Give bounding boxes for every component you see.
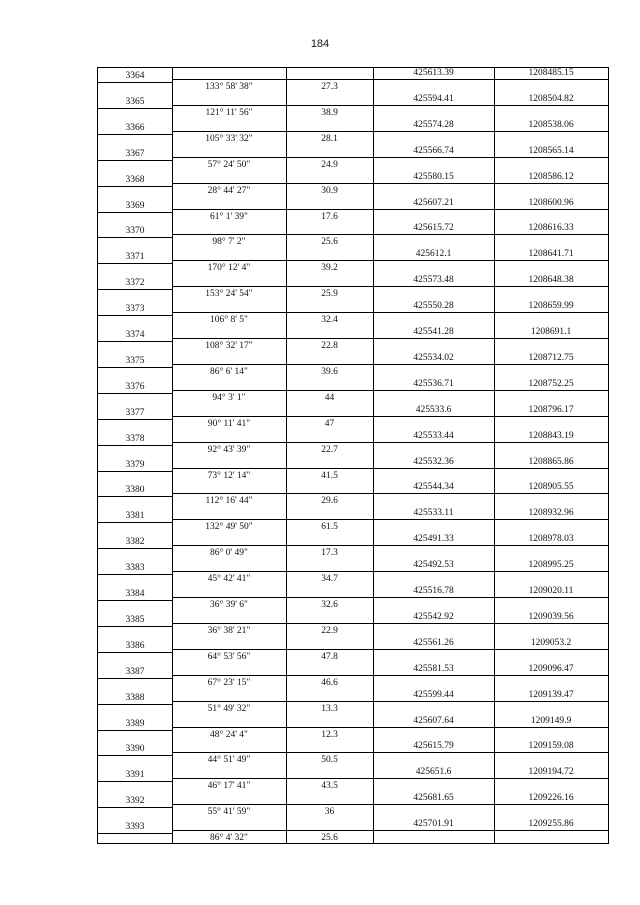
table-row xyxy=(98,120,608,146)
coordinate-x: 425681.65 xyxy=(413,793,454,804)
coordinate-x: 425599.44 xyxy=(413,689,454,700)
direction-angle: 86° 4' 32" xyxy=(210,833,248,844)
coordinate-x: 425533.44 xyxy=(413,430,454,441)
point-divider-line xyxy=(98,471,172,472)
segment-divider-line xyxy=(172,752,373,753)
point-number: 3382 xyxy=(125,537,145,548)
point-number: 3376 xyxy=(125,381,145,392)
segment-length: 41.5 xyxy=(321,470,338,481)
point-divider-line xyxy=(98,393,172,394)
coordinate-divider-line xyxy=(373,830,609,831)
point-divider-line xyxy=(98,108,172,109)
table-row xyxy=(98,68,608,94)
point-divider-line xyxy=(98,833,172,834)
coordinate-x: 425607.64 xyxy=(413,715,454,726)
segment-divider-line xyxy=(172,234,373,235)
point-divider-line xyxy=(98,341,172,342)
coordinate-x: 425594.41 xyxy=(413,93,454,104)
table-row xyxy=(98,767,608,793)
segment-length: 27.3 xyxy=(321,82,338,92)
segment-length: 38.9 xyxy=(321,107,338,118)
segment-divider-line xyxy=(172,830,373,831)
segment-divider-line xyxy=(172,286,373,287)
table-row xyxy=(98,431,608,457)
segment-divider-line xyxy=(172,545,373,546)
direction-angle: 153° 24' 54" xyxy=(205,289,253,300)
point-divider-line xyxy=(98,704,172,705)
point-divider-line xyxy=(98,289,172,290)
segment-length: 22.7 xyxy=(321,444,338,455)
segment-divider-line xyxy=(172,416,373,417)
coordinate-divider-line xyxy=(373,364,609,365)
coordinate-x: 425534.02 xyxy=(413,352,454,363)
point-divider-line xyxy=(98,678,172,679)
direction-angle: 67° 23' 15" xyxy=(207,677,251,688)
direction-angle: 92° 43' 39" xyxy=(207,444,251,455)
coordinate-y: 1208865.86 xyxy=(528,456,574,467)
segment-length: 32.6 xyxy=(321,600,338,610)
table-row xyxy=(98,534,608,560)
direction-angle: 36° 38' 21" xyxy=(207,625,251,636)
point-divider-line xyxy=(98,134,172,135)
direction-angle: 28° 44' 27" xyxy=(207,185,251,196)
direction-angle: 57° 24' 50" xyxy=(207,159,251,170)
segment-divider-line xyxy=(172,519,373,520)
point-divider-line xyxy=(98,263,172,264)
coordinate-y: 1209020.11 xyxy=(528,586,574,596)
coordinate-y: 1208978.03 xyxy=(528,534,574,545)
table-row xyxy=(98,172,608,198)
segment-divider-line xyxy=(172,571,373,572)
coordinate-x: 425533.11 xyxy=(413,508,454,519)
coordinate-x: 425536.71 xyxy=(413,378,454,389)
segment-divider-line xyxy=(172,623,373,624)
coordinate-divider-line xyxy=(373,804,609,805)
segment-length: 22.9 xyxy=(321,625,338,636)
table-row xyxy=(98,94,608,120)
coordinate-divider-line xyxy=(373,312,609,313)
direction-angle: 170° 12' 4" xyxy=(207,263,251,274)
point-number: 3385 xyxy=(125,614,145,625)
coordinate-divider-line xyxy=(373,778,609,779)
segment-length: 39.6 xyxy=(321,366,338,377)
point-number: 3389 xyxy=(125,718,145,729)
table-row xyxy=(98,457,608,483)
table-row xyxy=(98,198,608,224)
direction-angle: 61° 1' 39" xyxy=(210,211,248,222)
table-row xyxy=(98,793,608,819)
point-divider-line xyxy=(98,367,172,368)
coordinate-y: 1208485.15 xyxy=(528,68,574,78)
coordinate-divider-line xyxy=(373,157,609,158)
coordinate-y: 1209039.56 xyxy=(528,611,574,622)
point-divider-line xyxy=(98,315,172,316)
point-divider-line xyxy=(98,548,172,549)
segment-length: 13.3 xyxy=(321,703,338,714)
direction-angle: 51° 49' 32" xyxy=(207,703,251,714)
segment-divider-line xyxy=(172,312,373,313)
coordinate-y: 1208600.96 xyxy=(528,197,574,208)
direction-angle: 86° 0' 49" xyxy=(210,548,248,559)
direction-angle: 106° 8' 5" xyxy=(210,315,248,326)
segment-divider-line xyxy=(172,390,373,391)
segment-length: 24.9 xyxy=(321,159,338,170)
coordinate-x: 425615.79 xyxy=(413,741,454,752)
coordinate-divider-line xyxy=(373,571,609,572)
segment-length: 39.2 xyxy=(321,263,338,274)
coordinate-divider-line xyxy=(373,752,609,753)
coordinate-divider-line xyxy=(373,79,609,80)
segment-length: 17.3 xyxy=(321,548,338,559)
table-row xyxy=(98,275,608,301)
coordinate-x: 425607.21 xyxy=(413,197,454,208)
segment-length: 30.9 xyxy=(321,185,338,196)
segment-divider-line xyxy=(172,338,373,339)
coordinate-x: 425615.72 xyxy=(413,223,454,234)
coordinate-divider-line xyxy=(373,390,609,391)
segment-length: 47.8 xyxy=(321,651,338,662)
table-row xyxy=(98,612,608,638)
table-row xyxy=(98,301,608,327)
table-row xyxy=(98,508,608,534)
point-divider-line xyxy=(98,496,172,497)
direction-angle: 46° 17' 41" xyxy=(207,781,251,792)
table-row xyxy=(98,741,608,767)
table-row xyxy=(98,327,608,353)
coordinate-y: 1208843.19 xyxy=(528,430,574,441)
table-row xyxy=(98,482,608,508)
segment-length: 32.4 xyxy=(321,315,338,326)
point-number: 3377 xyxy=(125,407,145,418)
segment-divider-line xyxy=(172,804,373,805)
table-row xyxy=(98,690,608,716)
coordinate-x: 425516.78 xyxy=(413,586,454,596)
segment-length: 12.3 xyxy=(321,729,338,740)
point-number: 3393 xyxy=(125,822,145,833)
direction-angle: 55° 41' 59" xyxy=(207,807,251,818)
point-divider-line xyxy=(98,781,172,782)
coordinate-divider-line xyxy=(373,416,609,417)
coordinate-divider-line xyxy=(373,597,609,598)
segment-length: 44 xyxy=(324,392,335,403)
coordinate-y: 1208648.38 xyxy=(528,275,574,286)
segment-divider-line xyxy=(172,727,373,728)
coordinate-x: 425544.34 xyxy=(413,482,454,493)
point-divider-line xyxy=(98,445,172,446)
coordinate-x: 425612.1 xyxy=(415,249,452,260)
point-divider-line xyxy=(98,807,172,808)
point-divider-line xyxy=(98,600,172,601)
segment-length: 25.9 xyxy=(321,289,338,300)
coordinate-x: 425581.53 xyxy=(413,663,454,674)
point-divider-line xyxy=(98,574,172,575)
point-number: 3391 xyxy=(125,770,145,781)
coordinate-divider-line xyxy=(373,234,609,235)
segment-length: 36 xyxy=(324,807,335,818)
coordinate-y: 1208712.75 xyxy=(528,352,574,363)
coordinate-y: 1209255.86 xyxy=(528,819,574,830)
coordinate-x: 425701.91 xyxy=(413,819,454,830)
coordinate-y: 1209194.72 xyxy=(528,767,574,778)
coordinate-divider-line xyxy=(373,727,609,728)
coordinate-divider-line xyxy=(373,493,609,494)
coordinate-divider-line xyxy=(373,468,609,469)
segment-divider-line xyxy=(172,131,373,132)
coordinate-x: 425561.26 xyxy=(413,637,454,648)
coordinate-y: 1208538.06 xyxy=(528,119,574,130)
coordinate-y: 1209053.2 xyxy=(530,637,572,648)
point-divider-line xyxy=(98,160,172,161)
coordinate-y: 1208752.25 xyxy=(528,378,574,389)
direction-angle: 133° 58' 38" xyxy=(205,82,253,92)
segment-divider-line xyxy=(172,597,373,598)
coordinate-y: 1208659.99 xyxy=(528,301,574,312)
segment-length: 47 xyxy=(324,418,335,429)
coordinate-y: 1209159.08 xyxy=(528,741,574,752)
direction-angle: 86° 6' 14" xyxy=(210,366,248,377)
point-number: 3388 xyxy=(125,692,145,703)
point-number: 3380 xyxy=(125,485,145,496)
coordinate-x: 425651.6 xyxy=(415,767,452,778)
segment-length: 17.6 xyxy=(321,211,338,222)
direction-angle: 132° 49' 50" xyxy=(205,522,253,533)
segment-length: 25.6 xyxy=(321,237,338,248)
coordinate-x: 425566.74 xyxy=(413,145,454,156)
coordinate-y: 1208691.1 xyxy=(530,327,572,337)
segment-divider-line xyxy=(172,157,373,158)
point-number: 3367 xyxy=(125,148,145,159)
segment-length: 28.1 xyxy=(321,133,338,144)
point-number: 3371 xyxy=(125,252,145,263)
point-divider-line xyxy=(98,755,172,756)
coordinate-divider-line xyxy=(373,338,609,339)
coordinate-x: 425574.28 xyxy=(413,119,454,130)
direction-angle: 105° 33' 32" xyxy=(205,133,253,144)
coordinate-divider-line xyxy=(373,260,609,261)
direction-angle: 94° 3' 1" xyxy=(212,392,246,403)
direction-angle: 64° 53' 56" xyxy=(207,651,251,662)
point-number: 3372 xyxy=(125,278,145,289)
segment-divider-line xyxy=(172,183,373,184)
coordinate-divider-line xyxy=(373,623,609,624)
direction-angle: 98° 7' 2" xyxy=(212,237,246,248)
coordinate-x: 425541.28 xyxy=(413,327,454,337)
point-divider-line xyxy=(98,652,172,653)
coordinate-y: 1208586.12 xyxy=(528,171,574,182)
segment-divider-line xyxy=(172,260,373,261)
coordinate-y: 1208995.25 xyxy=(528,560,574,571)
segment-length: 29.6 xyxy=(321,496,338,507)
segment-length: 46.6 xyxy=(321,677,338,688)
direction-angle: 90° 11' 41" xyxy=(207,418,251,429)
segment-divider-line xyxy=(172,778,373,779)
coordinate-x: 425550.28 xyxy=(413,301,454,312)
point-number: 3379 xyxy=(125,459,145,470)
coordinate-divider-line xyxy=(373,649,609,650)
segment-length: 43.5 xyxy=(321,781,338,792)
coordinate-divider-line xyxy=(373,442,609,443)
coordinate-divider-line xyxy=(373,183,609,184)
coordinate-y: 1208796.17 xyxy=(528,404,574,415)
table-row xyxy=(98,146,608,172)
point-number: 3384 xyxy=(125,589,145,599)
point-number: 3383 xyxy=(125,563,145,574)
point-number: 3390 xyxy=(125,744,145,755)
survey-coordinates-table xyxy=(97,67,609,844)
point-number: 3381 xyxy=(125,511,145,522)
table-row xyxy=(98,249,608,275)
point-divider-line xyxy=(98,186,172,187)
coordinate-y: 1209096.47 xyxy=(528,663,574,674)
point-divider-line xyxy=(98,82,172,83)
point-number: 3368 xyxy=(125,174,145,185)
coordinate-y: 1209139.47 xyxy=(528,689,574,700)
segment-divider-line xyxy=(172,105,373,106)
point-divider-line xyxy=(98,730,172,731)
coordinate-x: 425532.36 xyxy=(413,456,454,467)
segment-length: 50.5 xyxy=(321,755,338,766)
table-row xyxy=(98,560,608,586)
coordinate-divider-line xyxy=(373,105,609,106)
segment-divider-line xyxy=(172,209,373,210)
coordinate-divider-line xyxy=(373,286,609,287)
coordinate-y: 1208641.71 xyxy=(528,249,574,260)
coordinate-y: 1208616.33 xyxy=(528,223,574,234)
table-row xyxy=(98,586,608,612)
direction-angle: 36° 39' 6" xyxy=(210,600,248,610)
point-number: 3369 xyxy=(125,200,145,211)
point-number: 3386 xyxy=(125,640,145,651)
coordinate-divider-line xyxy=(373,675,609,676)
direction-angle: 73° 12' 14" xyxy=(207,470,251,481)
table-row xyxy=(98,223,608,249)
point-number: 3366 xyxy=(125,122,145,133)
segment-length: 25.6 xyxy=(321,833,338,844)
coordinate-y: 1208932.96 xyxy=(528,508,574,519)
coordinate-y: 1208504.82 xyxy=(528,93,574,104)
coordinate-x: 425573.48 xyxy=(413,275,454,286)
table-row xyxy=(98,405,608,431)
direction-angle: 121° 11' 56" xyxy=(205,107,253,118)
segment-divider-line xyxy=(172,675,373,676)
segment-length: 61.5 xyxy=(321,522,338,533)
point-number: 3364 xyxy=(125,71,145,81)
direction-angle: 45° 42' 41" xyxy=(207,574,251,585)
segment-divider-line xyxy=(172,79,373,80)
point-number: 3373 xyxy=(125,304,145,315)
direction-angle: 112° 16' 44" xyxy=(205,496,253,507)
point-number: 3378 xyxy=(125,433,145,444)
point-divider-line xyxy=(98,522,172,523)
point-number: 3375 xyxy=(125,355,145,366)
coordinate-x: 425491.33 xyxy=(413,534,454,545)
point-divider-line xyxy=(98,626,172,627)
segment-length: 22.8 xyxy=(321,341,338,351)
coordinate-divider-line xyxy=(373,131,609,132)
coordinate-x: 425533.6 xyxy=(415,404,452,415)
point-divider-line xyxy=(98,237,172,238)
coordinate-divider-line xyxy=(373,701,609,702)
point-number: 3392 xyxy=(125,796,145,807)
direction-angle: 108° 32' 17" xyxy=(205,341,253,351)
point-number: 3365 xyxy=(125,96,145,107)
coordinate-x: 425613.39 xyxy=(413,68,454,78)
point-divider-line xyxy=(98,419,172,420)
coordinate-y: 1209226.16 xyxy=(528,793,574,804)
point-number: 3370 xyxy=(125,226,145,237)
coordinate-divider-line xyxy=(373,545,609,546)
page-number: 184 xyxy=(310,38,330,50)
segment-divider-line xyxy=(172,468,373,469)
table-row xyxy=(98,716,608,742)
coordinate-x: 425492.53 xyxy=(413,560,454,571)
coordinate-divider-line xyxy=(373,519,609,520)
segment-divider-line xyxy=(172,364,373,365)
segment-divider-line xyxy=(172,493,373,494)
table-row xyxy=(98,353,608,379)
coordinate-y: 1208565.14 xyxy=(528,145,574,156)
table-row xyxy=(98,379,608,405)
segment-divider-line xyxy=(172,649,373,650)
coordinate-y: 1209149.9 xyxy=(530,715,572,726)
coordinate-divider-line xyxy=(373,209,609,210)
direction-angle: 48° 24' 4" xyxy=(210,729,248,740)
segment-length: 34.7 xyxy=(321,574,338,585)
segment-divider-line xyxy=(172,701,373,702)
coordinate-y: 1208905.55 xyxy=(528,482,574,493)
direction-angle: 44° 51' 49" xyxy=(207,755,251,766)
table-row xyxy=(98,819,608,845)
coordinate-x: 425542.92 xyxy=(413,611,454,622)
table-row xyxy=(98,664,608,690)
point-number: 3387 xyxy=(125,666,145,677)
coordinate-x: 425580.15 xyxy=(413,171,454,182)
segment-divider-line xyxy=(172,442,373,443)
point-number: 3374 xyxy=(125,330,145,340)
table-row xyxy=(98,638,608,664)
point-divider-line xyxy=(98,212,172,213)
